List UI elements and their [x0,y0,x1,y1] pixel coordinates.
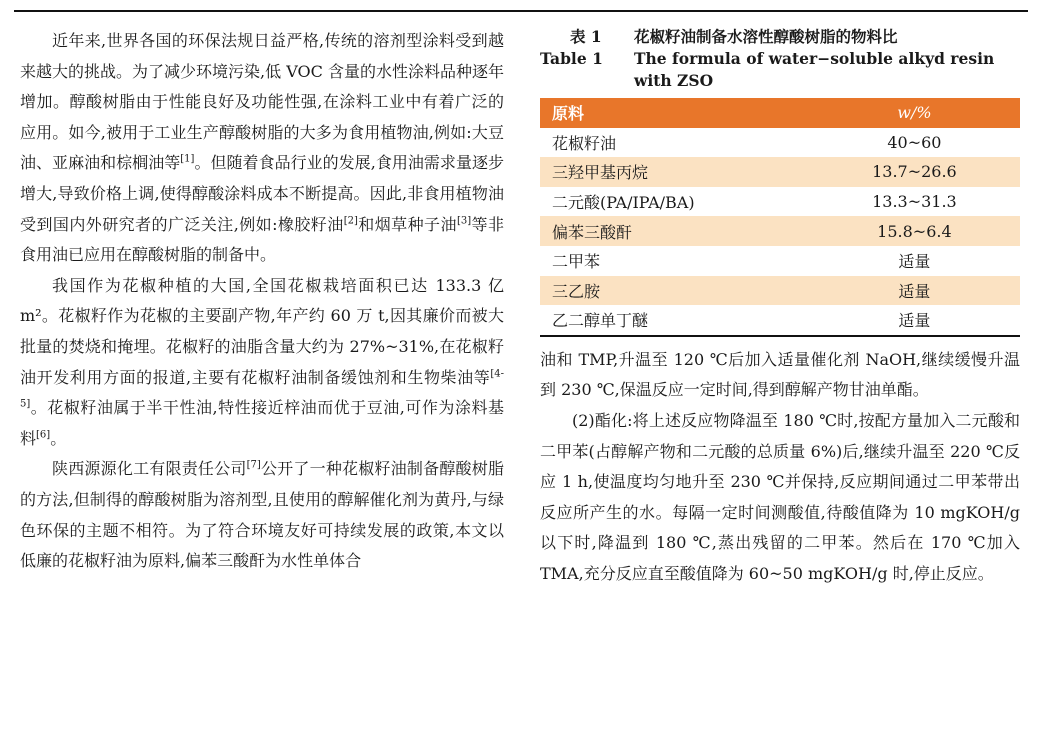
material-value: 适量 [809,276,1020,306]
citation-marker: [2] [343,215,358,227]
table-header-row [540,98,1020,128]
citation-marker: [4-5] [20,368,504,410]
table-row [540,187,1020,217]
intro-paragraph-1: 近年来,世界各国的环保法规日益严格,传统的溶剂型涂料受到越来越大的挑战。为了减少环境污染,低 VOC 含量的水性涂料品种逐年增加。醇酸树脂由于性能良好及功能性强,在涂料工业中有着广泛的应用。如今,被用于工业生产醇酸树脂的大多为食用植物油,例如:大豆油、亚麻油和棕榈油等[1]。但随着食品行业的发展,食用油需求量逐步增大,导致价格上调,使得醇酸涂料成本不断提高。因此,非食用植物油受到国内外研究者的广泛关注,例如:橡胶籽油[2]和烟草种子油[3]等非食用油已应用在醇酸树脂的制备中。 [20,31,504,265]
material-name: 二甲苯 [552,252,601,272]
formula-table [540,98,1020,337]
material-name: 偏苯三酸酐 [540,216,809,246]
table-caption-cn-label: 表 1 [570,27,602,46]
material-value: 适量 [898,311,931,331]
material-value: 13.3~31.3 [872,192,957,212]
material-value: 40~60 [887,132,942,152]
header-material: 原料 [540,98,809,128]
table-caption-en-label: Table 1 [540,49,603,68]
method-paragraph-2: (2)酯化:将上述反应物降温至 180 ℃时,按配方量加入二元酸和二甲苯(占醇解产物和二元酸的总质量 6%)后,继续升温至 220 ℃反应 1 h,使温度均匀地升至 230 ℃并保持,反应期间通过二甲苯带出反应所产生的水。每隔一定时间测酸值,待酸值降为 10 mgKOH/g 以下时,降温到 180 ℃,蒸出残留的二甲苯。然后在 170 ℃加入 TMA,充分反应直至酸值降为 60~50 mgKOH/g 时,停止反应。 [540,410,1020,583]
top-rule [14,10,1028,12]
material-name: 三乙胺 [540,276,809,306]
left-column [20,26,504,577]
right-column [540,26,1020,590]
table-caption [540,26,1020,92]
material-name: 三羟甲基丙烷 [540,157,809,187]
right-body [540,345,1020,590]
header-mass-fraction: w/% [809,98,1020,128]
intro-paragraph-3: 陕西源源化工有限责任公司[7]公开了一种花椒籽油制备醇酸树脂的方法,但制得的醇酸树脂为溶剂型,且使用的醇解催化剂为黄丹,与绿色环保的主题不相符。为了符合环境友好可持续发展的政策,本文以低廉的花椒籽油为原料,偏苯三酸酐为水性单体合 [20,459,504,571]
table-caption-cn: 花椒籽油制备水溶性醇酸树脂的物料比 [634,27,898,46]
table-row [540,246,1020,276]
table-caption-en: The formula of water−soluble alkyd resin with ZSO [634,49,995,90]
table-row [540,157,1020,187]
table-row [540,128,1020,158]
material-value: 13.7~26.6 [809,157,1020,187]
material-value: 适量 [898,252,931,272]
table-row [540,276,1020,306]
intro-paragraph-2: 我国作为花椒种植的大国,全国花椒栽培面积已达 133.3 亿 m²。花椒籽作为花椒的主要副产物,年产约 60 万 t,因其廉价而被大批量的焚烧和掩埋。花椒籽的油脂含量大约为 27%~31%,在花椒籽油开发利用方面的报道,主要有花椒籽油制备缓蚀剂和生物柴油等[4-5]。花椒籽油属于半干性油,特性接近梓油而优于豆油,可作为涂料基料[6]。 [20,275,504,448]
material-name: 二元酸(PA/IPA/BA) [552,193,695,213]
citation-marker: [6] [36,429,51,441]
material-value: 15.8~6.4 [809,216,1020,246]
citation-marker: [1] [180,154,195,166]
material-name: 花椒籽油 [552,133,617,153]
citation-marker: [7] [246,459,261,471]
material-name: 乙二醇单丁醚 [552,311,649,331]
table-row [540,216,1020,246]
citation-marker: [3] [456,215,472,227]
table-row [540,305,1020,336]
method-paragraph-1: 油和 TMP,升温至 120 ℃后加入适量催化剂 NaOH,继续缓慢升温到 230 ℃,保温反应一定时间,得到醇解产物甘油单酯。 [540,349,1020,400]
